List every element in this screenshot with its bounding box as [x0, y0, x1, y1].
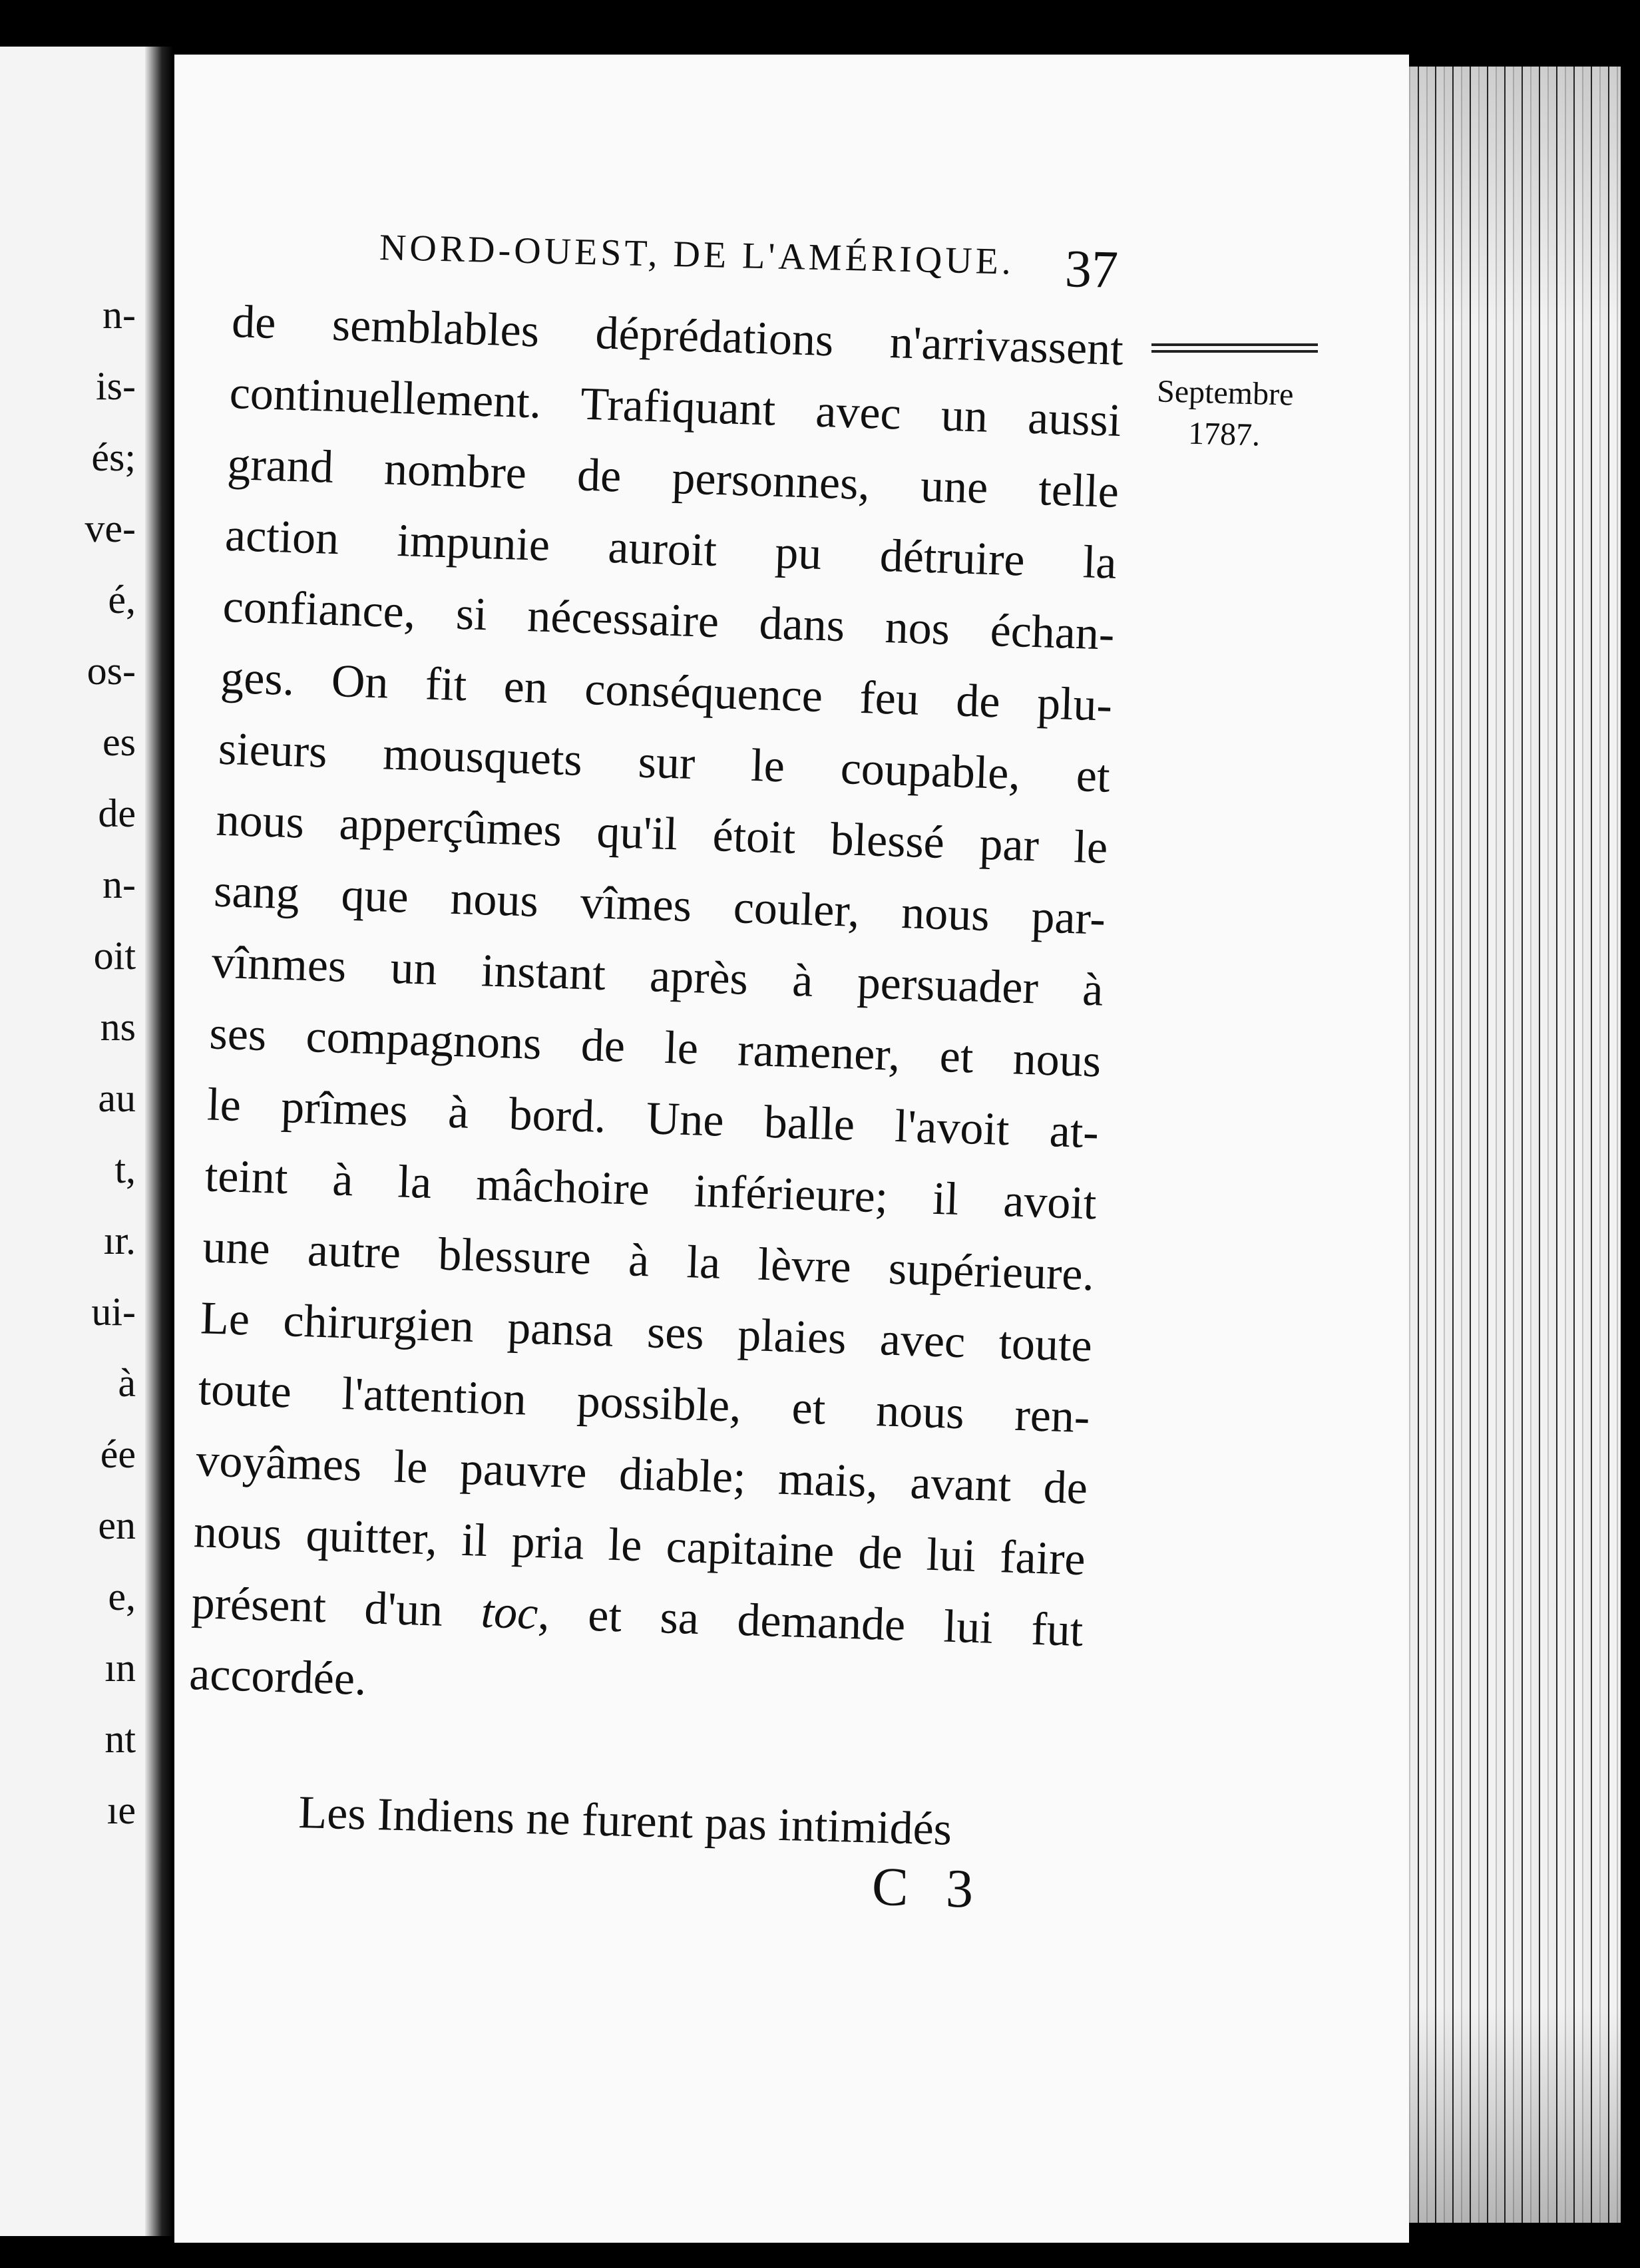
previous-page-fragment: nt [104, 1717, 136, 1761]
body-text [188, 286, 1125, 1738]
previous-page-fragment: ns [100, 1005, 136, 1049]
previous-page-fragment: os- [87, 649, 136, 693]
marginal-month: Septembre [1156, 373, 1295, 413]
body-line: confiance, si nécessaire dans nos échan- [222, 580, 1116, 660]
previous-page-fragment: oit [93, 934, 136, 978]
previous-page-fragment: n- [102, 293, 136, 337]
previous-page-fragment: és; [91, 435, 136, 479]
body-line: le prîmes à bord. Une balle l'avoit at- [206, 1079, 1100, 1159]
previous-page-fragment: e, [108, 1575, 136, 1618]
margin-rule-line [1151, 350, 1318, 353]
gathering-signature: C 3 [871, 1855, 986, 1920]
running-head: NORD-OUEST, DE L'AMÉRIQUE. [379, 227, 1015, 283]
previous-page-text [0, 280, 140, 1846]
previous-page-fragment: ée [100, 1432, 136, 1476]
previous-page-fragment: is- [96, 364, 136, 408]
body-line: voyâmes le pauvre diable; mais, avant de [195, 1435, 1089, 1515]
previous-page-fragment: t, [114, 1147, 136, 1191]
previous-page-fragment: ui- [91, 1290, 136, 1334]
previous-page-fragment: ır. [103, 1219, 136, 1262]
body-line: une autre blessure à la lèvre supérieure. [202, 1221, 1096, 1301]
body-line: sieurs mousquets sur le coupable, et [217, 723, 1111, 803]
body-line: de semblables déprédations n'arrivassent [231, 295, 1124, 376]
previous-page-fragment: ın [104, 1646, 136, 1690]
previous-page-fragment: de [98, 791, 136, 835]
margin-rule [1151, 343, 1318, 357]
body-line: vînmes un instant après à persuader à [210, 936, 1104, 1016]
page-number: 37 [1064, 240, 1119, 299]
body-line: action impunie auroit pu détruire la [224, 509, 1118, 589]
body-line: ses compagnons de le ramener, et nous [208, 1008, 1102, 1087]
body-line: continuellement. Trafiquant avec un aussi [228, 367, 1122, 447]
margin-rule-line [1151, 343, 1318, 346]
book-gutter [145, 47, 173, 2236]
previous-page-fragment: ve- [85, 506, 136, 550]
body-line: nous quitter, il pria le capitaine de lui faire [192, 1506, 1086, 1586]
body-line: grand nombre de personnes, une telle [226, 438, 1120, 518]
body-line: toute l'attention possible, et nous ren- [197, 1364, 1091, 1443]
marginal-date [1133, 370, 1315, 457]
previous-page-fragment: au [98, 1076, 136, 1120]
body-line: teint à la mâchoire inférieure; il avoit [204, 1150, 1098, 1230]
italic-word: toc [480, 1586, 539, 1640]
previous-page-fragment: es [102, 720, 136, 764]
body-last-paragraph-line: Les Indiens ne furent pas intimidés [298, 1786, 952, 1855]
body-line: sang que nous vîmes couler, nous par- [213, 865, 1106, 945]
previous-page-fragment: en [98, 1503, 136, 1547]
page-edges-shadow [1384, 67, 1621, 2223]
marginal-year: 1787. [1187, 415, 1261, 453]
body-line: présent d'un toc, et sa demande lui fut [190, 1577, 1084, 1657]
previous-page-fragment: ıe [106, 1788, 136, 1832]
body-line: Le chirurgien pansa ses plaies avec toute [200, 1292, 1093, 1372]
previous-page-fragment: n- [102, 862, 136, 906]
previous-page-fragment: à [118, 1361, 136, 1405]
body-line: ges. On fit en conséquence feu de plu- [220, 652, 1114, 731]
previous-page-fragment: é, [108, 578, 136, 622]
body-line: nous apperçûmes qu'il étoit blessé par le [215, 794, 1109, 874]
body-line: accordée. [188, 1648, 367, 1706]
